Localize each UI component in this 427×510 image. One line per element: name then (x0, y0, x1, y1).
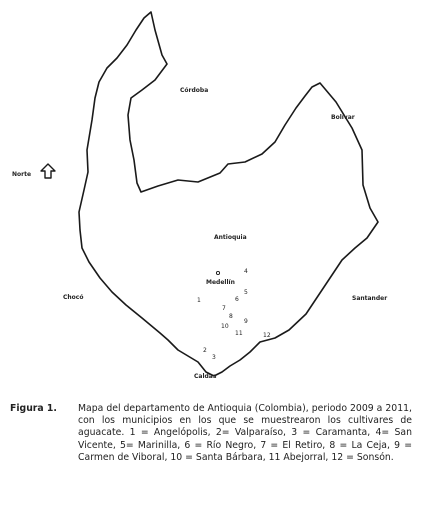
medellin-marker-icon (216, 271, 219, 274)
municipality-marker-12: 12 (263, 332, 271, 339)
north-arrow-icon (41, 164, 55, 178)
municipality-marker-8: 8 (229, 313, 233, 320)
municipality-marker-11: 11 (235, 330, 243, 337)
figure-caption-text: Mapa del departamento de Antioquia (Colombia), periodo 2009 a 2011, con los municipios en los que se muestrearon los cultivares de aguacate. 1 = Angelópolis, 2= Valparaíso, 3 = Caramanta, 4= San Vicente, 5= Marinilla, 6 = Río Negro, 7 = El Retiro, 8 = La Ceja, 9 = Carmen de Viboral, 10 = Santa Bárbara, 11 Abejorral, 12 = Sonsón. (78, 403, 412, 463)
municipality-marker-2: 2 (203, 347, 207, 354)
municipality-marker-7: 7 (222, 305, 226, 312)
region-label-antioquia: Antioquia (214, 234, 247, 241)
region-label-bolivar: Bolívar (331, 114, 355, 121)
municipality-marker-3: 3 (212, 354, 216, 361)
figure-label: Figura 1. (10, 403, 57, 414)
region-label-choco: Chocó (63, 294, 84, 301)
city-label-medellin: Medellín (206, 279, 235, 286)
antioquia-border (79, 12, 378, 376)
municipality-marker-1: 1 (197, 297, 201, 304)
region-label-santander: Santander (352, 295, 388, 302)
region-label-cordoba: Córdoba (180, 87, 209, 94)
municipality-marker-10: 10 (221, 323, 229, 330)
municipality-marker-6: 6 (235, 296, 239, 303)
municipality-marker-5: 5 (244, 289, 248, 296)
region-label-caldas: Caldas (194, 373, 217, 380)
north-label: Norte (12, 171, 32, 178)
municipality-marker-4: 4 (244, 268, 248, 275)
municipality-marker-9: 9 (244, 318, 248, 325)
